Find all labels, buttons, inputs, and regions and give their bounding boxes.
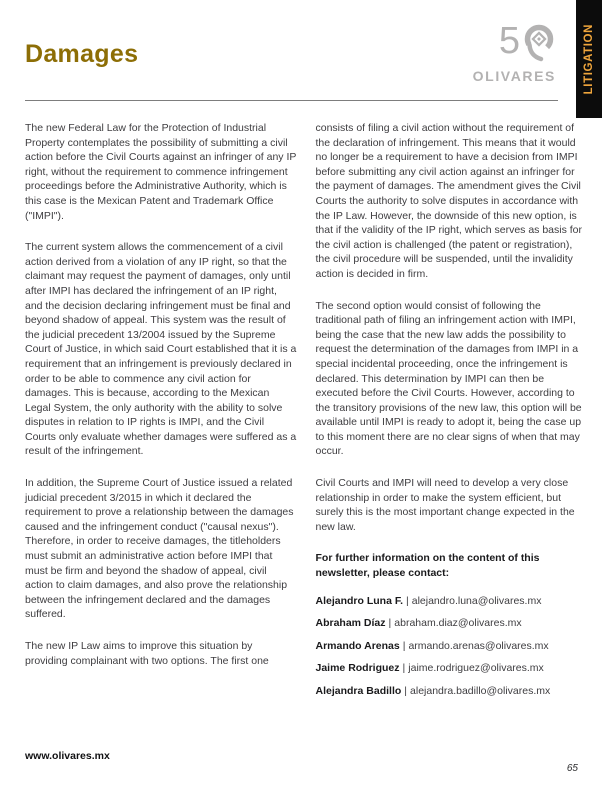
contact-name: Abraham Díaz: [315, 617, 386, 630]
page-number: 65: [566, 763, 578, 774]
logo-anniversary-zero-icon: [520, 24, 556, 67]
contact-email-link[interactable]: alejandra.badillo@olivares.mx: [410, 684, 551, 697]
paragraph: Civil Courts and IMPI will need to develop a very close relationship in order to make the system efficient, but surely this is the most important change expected in the new law.: [315, 477, 575, 533]
paragraph: The new Federal Law for the Protection of Industrial Property contemplates the possibility of submitting a civil action before the Civil Courts against an infringer of any IP right, without the requirement to commence infringement proceedings before the Administrative Authority, which is this case is the Mexican Patent and Trademark Office ("IMPI").: [25, 122, 297, 222]
contact-name: Alejandro Luna F.: [315, 594, 404, 607]
paragraph: In addition, the Supreme Court of Justice issued a related judicial precedent 3/2015 in which it declared the requirement to prove a relationship between the damages caused and the infringement conduct ("causal nexus"). Therefore, in order to receive damages, the titleholders must submit an administrative action before IMPI that must be firm and beyond the shadow of appeal, civil action to claim damages, and also prove the relationship between the infringement declared and the damages suffered.: [25, 477, 294, 621]
paragraph: The second option would consist of following the traditional path of filing an infringement action with IMPI, being the case that the new law adds the possibility to request the determination of the damages from IMPI in a special incidental proceeding, once the infringement is declared. This determination by IMPI can then be executed before the Civil Courts. However, according to the transitory provisions of the new law, this option will be available until IMPI is ready to adopt it, being the case up to this moment there are no clear signs of when that may occur.: [315, 299, 582, 458]
logo-50th-mark: [473, 20, 556, 67]
logo-number-5: 5: [498, 20, 520, 62]
contact-line: [316, 685, 588, 699]
paragraph: The current system allows the commencement of a civil action derived from a violation of any IP right, so that the claimant may request the payment of damages, only until after IMPI has declared the infringement of an IP right, and the decision declaring infringement must be final and beyond shadow of appeal. This system was the result of the judicial precedent 13/2004 issued by the Supreme Court of Justice, in which said Court established that it is a requirement that an infringement is previously declared in order to be able to commence any civil action for damages. This is because, according to the Mexican Legal System, the only authority with the ability to solve disputes in relation to IP rights is IMPI, and the Civil Courts only evaluate whether damages were suffered as a result of the infringement.: [25, 241, 297, 458]
contact-separator: |: [402, 662, 406, 675]
contact-email-link[interactable]: abraham.diaz@olivares.mx: [394, 617, 522, 630]
website-link[interactable]: www.olivares.mx: [25, 750, 110, 762]
right-column: [316, 121, 588, 707]
contact-separator: |: [388, 617, 392, 630]
contact-separator: |: [406, 594, 409, 607]
contact-name: Jaime Rodriguez: [315, 662, 400, 675]
contact-line: [316, 662, 588, 676]
contact-email-link[interactable]: jaime.rodriguez@olivares.mx: [408, 662, 544, 675]
contact-separator: |: [404, 684, 408, 697]
olivares-logo: [472, 20, 556, 84]
contact-heading: For further information on the content of this newsletter, please contact:: [315, 552, 540, 580]
contact-email-link[interactable]: alejandro.luna@olivares.mx: [411, 594, 542, 607]
contact-line: [316, 595, 588, 609]
left-column: [25, 121, 297, 707]
section-tab-label: LITIGATION: [583, 23, 595, 95]
paragraph: The new IP Law aims to improve this situation by providing complainant with two options. The first one: [25, 640, 269, 667]
contact-separator: |: [402, 639, 406, 652]
header-divider: [25, 100, 558, 101]
page-title: Damages: [25, 40, 139, 68]
contact-name: Alejandra Badillo: [315, 684, 402, 697]
contact-name: Armando Arenas: [315, 639, 400, 652]
contact-line: [316, 617, 588, 631]
contact-email-link[interactable]: armando.arenas@olivares.mx: [408, 639, 549, 652]
paragraph: consists of filing a civil action without the requirement of the declaration of infringement. This means that it would no longer be a requirement to have a decision from IMPI before submitting any civil action against an infringer for the payment of damages. The amendment gives the Civil Courts the authority to solve disputes in accordance with the IP Law. However, the downside of this new option, is that if the validity of the IP right, which serves as basis for the civil action is challenged (the patent or registration), the civil procedure will be suspended, until the invalidity action is decided in firm.: [315, 122, 583, 280]
litigation-section-tab: [576, 0, 602, 118]
logo-wordmark: OLIVARES: [472, 68, 556, 84]
contact-line: [316, 640, 588, 654]
article-body: [25, 121, 587, 707]
